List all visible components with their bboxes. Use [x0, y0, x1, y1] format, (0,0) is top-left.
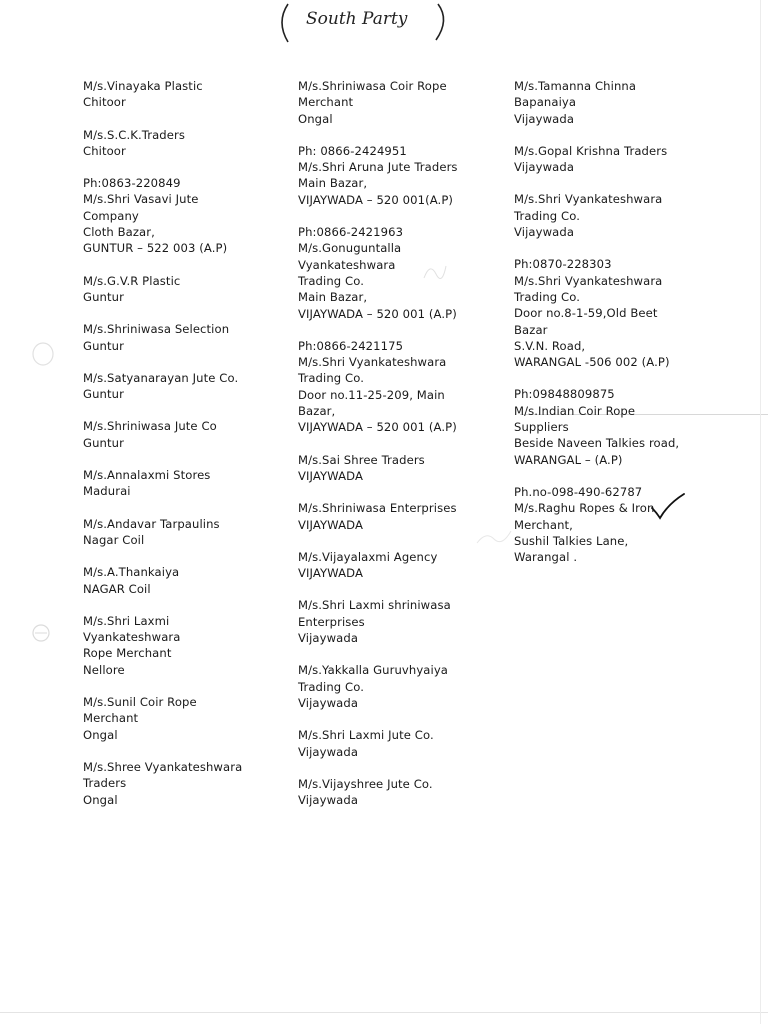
address-entry [298, 224, 513, 322]
address-entry [298, 338, 513, 436]
address-line: Door no.11-25-209, Main [298, 387, 445, 402]
address-line: VIJAYWADA – 520 001 (A.P) [298, 306, 457, 321]
address-entry [83, 175, 298, 256]
address-entry [83, 78, 298, 111]
address-line: Main Bazar, [298, 290, 368, 305]
address-line: Merchant [83, 711, 139, 726]
address-line: M/s.Shri Laxmi [83, 613, 170, 628]
address-entry [298, 662, 513, 711]
address-line: Ongal [83, 727, 118, 742]
address-line: Beside Naveen Talkies road, [514, 436, 680, 451]
address-line: S.V.N. Road, [514, 338, 586, 353]
address-line: GUNTUR – 522 003 (A.P) [83, 241, 228, 256]
address-line: M/s.Andavar Tarpaulins [83, 516, 220, 531]
address-line: Cloth Bazar, [83, 225, 155, 240]
address-line: Vyankateshwara [83, 630, 181, 645]
address-entry [514, 256, 754, 370]
address-line: M/s.Shri Vyankateshwara [514, 273, 663, 288]
address-line: Ph: 0866-2424951 [298, 143, 407, 158]
address-column-1 [83, 78, 298, 824]
address-line: M/s.Indian Coir Rope [514, 403, 636, 418]
address-line: Vijaywada [298, 631, 359, 646]
address-line: Enterprises [298, 614, 365, 629]
address-line: VIJAYWADA [298, 517, 363, 532]
address-line: Bazar, [298, 404, 336, 419]
faint-stamp-mark [30, 340, 56, 368]
address-line: Suppliers [514, 420, 569, 435]
header-title: South Party [306, 9, 408, 29]
address-entry [298, 500, 513, 533]
address-line: Guntur [83, 338, 124, 353]
address-entry [514, 484, 754, 565]
address-line: NAGAR Coil [83, 581, 151, 596]
address-line: Company [83, 208, 139, 223]
address-line: M/s.Gopal Krishna Traders [514, 143, 668, 158]
address-line: Door no.8-1-59,Old Beet [514, 306, 658, 321]
address-entry [83, 370, 298, 403]
address-entry [298, 452, 513, 485]
address-line: M/s.Sai Shree Traders [298, 452, 425, 467]
address-line: WARANGAL – (A.P) [514, 452, 623, 467]
address-entry [83, 321, 298, 354]
address-line: Vijaywada [298, 793, 359, 808]
address-line: Vijaywada [514, 225, 575, 240]
address-line: M/s.Shri Vyankateshwara [298, 355, 447, 370]
address-line: Chitoor [83, 95, 126, 110]
address-line: M/s.Shri Vyankateshwara [514, 192, 663, 207]
address-line: M/s.Shri Laxmi shriniwasa [298, 598, 451, 613]
address-line: Ph:0870-228303 [514, 257, 612, 272]
address-line: M/s.Shriniwasa Selection [83, 322, 230, 337]
address-line: M/s.Raghu Ropes & Iron [514, 501, 655, 516]
scan-edge [760, 0, 761, 1024]
address-line: Guntur [83, 435, 124, 450]
address-line: Guntur [83, 289, 124, 304]
address-entry [514, 78, 754, 127]
address-line: M/s.Tamanna Chinna [514, 79, 637, 93]
address-line: VIJAYWADA [298, 566, 363, 581]
address-line: Trading Co. [298, 679, 364, 694]
address-entry [514, 386, 754, 467]
address-line: VIJAYWADA – 520 001(A.P) [298, 192, 454, 207]
address-line: WARANGAL -506 002 (A.P) [514, 355, 670, 370]
address-entry [83, 613, 298, 678]
address-line: Bapanaiya [514, 95, 577, 110]
address-line: M/s.Sunil Coir Rope [83, 695, 197, 710]
address-line: Guntur [83, 387, 124, 402]
address-line: Trading Co. [298, 371, 364, 386]
address-line: Trading Co. [514, 208, 580, 223]
faint-stamp-mark [30, 622, 52, 644]
address-line: Bazar [514, 322, 548, 337]
address-line: Ph:0866-2421175 [298, 338, 404, 353]
address-line: M/s.Yakkalla Guruvhyaiya [298, 663, 448, 678]
checkmark-icon [650, 492, 686, 520]
address-column-3 [514, 78, 754, 581]
address-line: Traders [83, 776, 127, 791]
scan-line [0, 1012, 768, 1013]
address-line: M/s.Gonuguntalla [298, 241, 402, 256]
address-line: M/s.Vijayalaxmi Agency [298, 549, 438, 564]
address-entry [298, 78, 513, 127]
address-line: M/s.Shri Laxmi Jute Co. [298, 728, 434, 743]
address-line: Vyankateshwara [298, 257, 396, 272]
address-line: M/s.Satyanarayan Jute Co. [83, 370, 239, 385]
address-line: Ph.no-098-490-62787 [514, 484, 643, 499]
address-line: Ph:0863-220849 [83, 176, 181, 191]
address-line: Vijaywada [298, 744, 359, 759]
address-line: Main Bazar, [298, 176, 368, 191]
address-entry [83, 467, 298, 500]
address-entry [298, 143, 513, 208]
address-line: Ongal [298, 111, 333, 126]
handwritten-header [268, 0, 458, 46]
address-line: Chitoor [83, 143, 126, 158]
address-entry [83, 418, 298, 451]
address-line: Rope Merchant [83, 646, 172, 661]
address-entry [514, 143, 754, 176]
address-line: M/s.S.C.K.Traders [83, 127, 185, 142]
address-line: M/s.Shri Aruna Jute Traders [298, 160, 458, 175]
address-line: VIJAYWADA – 520 001 (A.P) [298, 420, 457, 435]
address-entry [298, 549, 513, 582]
address-entry [298, 727, 513, 760]
address-line: Madurai [83, 484, 131, 499]
address-entry [298, 597, 513, 646]
address-line: M/s.A.Thankaiya [83, 565, 180, 580]
address-line: M/s.Shriniwasa Coir Rope [298, 79, 447, 93]
address-line: Sushil Talkies Lane, [514, 533, 629, 548]
address-line: Trading Co. [514, 289, 580, 304]
address-entry [83, 516, 298, 549]
address-line: Warangal . [514, 550, 578, 565]
address-line: Merchant [298, 95, 354, 110]
address-entry [83, 127, 298, 160]
address-line: M/s.G.V.R Plastic [83, 273, 181, 288]
address-entry [514, 191, 754, 240]
address-line: Ongal [83, 792, 118, 807]
address-line: Ph:0866-2421963 [298, 225, 404, 240]
address-line: Nellore [83, 662, 125, 677]
address-line: VIJAYWADA [298, 468, 363, 483]
address-entry [298, 776, 513, 809]
address-line: M/s.Vijayshree Jute Co. [298, 776, 433, 791]
address-line: Vijaywada [298, 695, 359, 710]
address-column-2 [298, 78, 513, 824]
address-line: Vijaywada [514, 111, 575, 126]
address-line: Vijaywada [514, 160, 575, 175]
address-line: M/s.Shriniwasa Jute Co [83, 419, 217, 434]
address-line: Ph:09848809875 [514, 387, 615, 402]
address-line: Nagar Coil [83, 532, 145, 547]
address-entry [83, 273, 298, 306]
address-entry [83, 564, 298, 597]
address-line: M/s.Shri Vasavi Jute [83, 192, 199, 207]
address-line: M/s.Shriniwasa Enterprises [298, 501, 457, 516]
address-line: M/s.Vinayaka Plastic [83, 79, 203, 93]
address-line: M/s.Shree Vyankateshwara [83, 759, 243, 774]
address-line: M/s.Annalaxmi Stores [83, 468, 211, 483]
address-line: Merchant, [514, 517, 573, 532]
address-entry [83, 694, 298, 743]
address-entry [83, 759, 298, 808]
address-line: Trading Co. [298, 273, 364, 288]
